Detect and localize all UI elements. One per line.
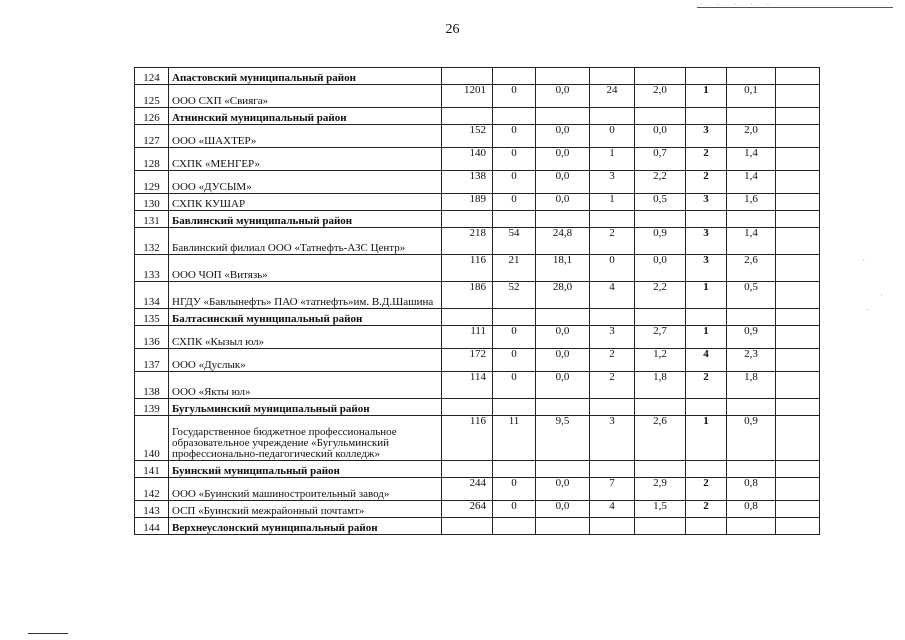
value-cell-3 [536,309,590,326]
row-number: 138 [135,372,169,399]
value-cell-5 [635,309,686,326]
value-cell-7: 1,4 [727,171,776,194]
value-cell-1 [442,68,493,85]
value-cell-2 [493,108,536,125]
empty-cell [776,171,820,194]
value-cell-4 [590,399,635,416]
empty-cell [776,282,820,309]
row-number: 135 [135,309,169,326]
organization-name: СХПК «МЕНГЕР» [169,148,442,171]
value-cell-1: 244 [442,478,493,501]
value-cell-4: 7 [590,478,635,501]
empty-cell [776,326,820,349]
district-name: Апастовский муниципальный район [169,68,442,85]
value-cell-2: 0 [493,125,536,148]
value-cell-4 [590,518,635,535]
organization-name: Бавлинский филиал ООО «Татнефть-АЗС Центр» [169,228,442,255]
organization-name: НГДУ «Бавлынефть» ПАО «татнефть»им. В.Д.Шашина [169,282,442,309]
value-cell-4: 0 [590,125,635,148]
value-cell-5: 2,7 [635,326,686,349]
value-cell-3: 0,0 [536,372,590,399]
value-cell-1: 152 [442,125,493,148]
district-row [135,68,820,85]
value-cell-3 [536,68,590,85]
value-cell-6 [686,309,727,326]
value-cell-3: 0,0 [536,125,590,148]
row-number: 131 [135,211,169,228]
value-cell-6: 1 [686,282,727,309]
value-cell-6: 2 [686,372,727,399]
value-cell-6 [686,399,727,416]
value-cell-7: 0,8 [727,478,776,501]
value-cell-5: 2,2 [635,282,686,309]
value-cell-7: 0,5 [727,282,776,309]
row-number: 134 [135,282,169,309]
value-cell-7: 1,6 [727,194,776,211]
value-cell-7 [727,461,776,478]
value-cell-1 [442,461,493,478]
value-cell-1: 172 [442,349,493,372]
value-cell-3: 0,0 [536,171,590,194]
value-cell-4 [590,309,635,326]
value-cell-3 [536,399,590,416]
table-row [135,372,820,399]
value-cell-3: 0,0 [536,349,590,372]
page-number: 26 [445,22,460,37]
value-cell-1: 218 [442,228,493,255]
row-number: 140 [135,416,169,461]
empty-cell [776,68,820,85]
value-cell-7: 2,6 [727,255,776,282]
value-cell-6: 1 [686,85,727,108]
value-cell-1: 116 [442,255,493,282]
value-cell-2 [493,461,536,478]
value-cell-2 [493,211,536,228]
value-cell-3 [536,518,590,535]
value-cell-7: 0,8 [727,501,776,518]
empty-cell [776,255,820,282]
value-cell-1 [442,211,493,228]
value-cell-5 [635,108,686,125]
value-cell-3 [536,461,590,478]
empty-cell [776,399,820,416]
value-cell-4 [590,211,635,228]
value-cell-5: 2,0 [635,85,686,108]
district-row [135,518,820,535]
empty-cell [776,349,820,372]
row-number: 126 [135,108,169,125]
value-cell-1: 138 [442,171,493,194]
empty-cell [776,194,820,211]
row-number: 124 [135,68,169,85]
value-cell-2: 0 [493,194,536,211]
value-cell-4: 1 [590,194,635,211]
value-cell-5 [635,518,686,535]
row-number: 137 [135,349,169,372]
empty-cell [776,85,820,108]
value-cell-7 [727,309,776,326]
value-cell-7: 0,9 [727,326,776,349]
value-cell-4: 1 [590,148,635,171]
value-cell-6: 4 [686,349,727,372]
row-number: 132 [135,228,169,255]
value-cell-6: 2 [686,501,727,518]
empty-cell [776,309,820,326]
value-cell-1 [442,309,493,326]
value-cell-6 [686,68,727,85]
organization-name: ООО СХП «Свияга» [169,85,442,108]
value-cell-4: 0 [590,255,635,282]
table-row [135,125,820,148]
value-cell-7 [727,518,776,535]
organization-name: СХПК КУШАР [169,194,442,211]
empty-cell [776,108,820,125]
footer-rule [28,633,68,634]
value-cell-3 [536,211,590,228]
table-row [135,416,820,461]
value-cell-6: 2 [686,171,727,194]
value-cell-6: 3 [686,125,727,148]
value-cell-7: 1,4 [727,228,776,255]
value-cell-5: 0,0 [635,125,686,148]
value-cell-4: 3 [590,416,635,461]
value-cell-2: 0 [493,372,536,399]
value-cell-4 [590,461,635,478]
organization-name: Государственное бюджетное профессиональное образовательное учреждение «Бугульминский профессионально-педагогический колледж» [169,416,442,461]
organization-name: ООО «Буинский машиностроительный завод» [169,478,442,501]
table-row [135,194,820,211]
empty-cell [776,148,820,171]
value-cell-1: 189 [442,194,493,211]
value-cell-4 [590,68,635,85]
value-cell-2: 11 [493,416,536,461]
value-cell-2: 0 [493,85,536,108]
value-cell-5: 1,5 [635,501,686,518]
value-cell-7: 1,8 [727,372,776,399]
value-cell-3: 0,0 [536,85,590,108]
row-number: 133 [135,255,169,282]
value-cell-5 [635,211,686,228]
value-cell-7 [727,108,776,125]
value-cell-3: 24,8 [536,228,590,255]
value-cell-1 [442,518,493,535]
header-rule [697,7,893,8]
row-number: 139 [135,399,169,416]
organization-name: ООО ЧОП «Витязь» [169,255,442,282]
row-number: 142 [135,478,169,501]
value-cell-4: 3 [590,171,635,194]
value-cell-5: 0,0 [635,255,686,282]
value-cell-2 [493,399,536,416]
value-cell-3 [536,108,590,125]
value-cell-6: 3 [686,228,727,255]
value-cell-3: 0,0 [536,194,590,211]
row-number: 136 [135,326,169,349]
district-name: Балтасинский муниципальный район [169,309,442,326]
empty-cell [776,461,820,478]
organization-name: ОСП «Буинский межрайонный почтамт» [169,501,442,518]
value-cell-6 [686,211,727,228]
value-cell-1: 1201 [442,85,493,108]
value-cell-5: 0,9 [635,228,686,255]
table-row [135,148,820,171]
district-row [135,108,820,125]
value-cell-3: 28,0 [536,282,590,309]
empty-cell [776,478,820,501]
district-row [135,309,820,326]
value-cell-1: 140 [442,148,493,171]
table-row [135,282,820,309]
value-cell-2: 54 [493,228,536,255]
row-number: 125 [135,85,169,108]
value-cell-2: 0 [493,171,536,194]
value-cell-6: 3 [686,194,727,211]
empty-cell [776,228,820,255]
row-number: 127 [135,125,169,148]
value-cell-4: 3 [590,326,635,349]
value-cell-7: 0,9 [727,416,776,461]
report-table [134,67,820,535]
value-cell-3: 0,0 [536,326,590,349]
empty-cell [776,125,820,148]
table-row [135,326,820,349]
table-row [135,171,820,194]
value-cell-2: 0 [493,349,536,372]
value-cell-5 [635,68,686,85]
value-cell-2: 0 [493,148,536,171]
organization-name: ООО «ДУСЫМ» [169,171,442,194]
value-cell-6: 2 [686,148,727,171]
value-cell-5: 1,2 [635,349,686,372]
value-cell-1: 111 [442,326,493,349]
empty-cell [776,211,820,228]
value-cell-7: 0,1 [727,85,776,108]
table-row [135,255,820,282]
value-cell-3: 0,0 [536,148,590,171]
value-cell-6 [686,108,727,125]
value-cell-3: 0,0 [536,478,590,501]
value-cell-4: 2 [590,349,635,372]
value-cell-7: 2,0 [727,125,776,148]
value-cell-1: 186 [442,282,493,309]
table-row [135,85,820,108]
empty-cell [776,372,820,399]
organization-name: ООО «Якты юл» [169,372,442,399]
value-cell-4: 4 [590,501,635,518]
value-cell-1: 114 [442,372,493,399]
row-number: 141 [135,461,169,478]
value-cell-5: 0,7 [635,148,686,171]
value-cell-2: 21 [493,255,536,282]
value-cell-2 [493,518,536,535]
value-cell-4: 24 [590,85,635,108]
table-row [135,478,820,501]
value-cell-5: 1,8 [635,372,686,399]
organization-name: СХПК «Кызыл юл» [169,326,442,349]
district-name: Буинский муниципальный район [169,461,442,478]
value-cell-4: 4 [590,282,635,309]
value-cell-4 [590,108,635,125]
value-cell-7 [727,399,776,416]
district-name: Верхнеуслонский муниципальный район [169,518,442,535]
table-row [135,501,820,518]
value-cell-7: 2,3 [727,349,776,372]
organization-name: ООО «Дуслык» [169,349,442,372]
value-cell-2: 0 [493,501,536,518]
value-cell-2 [493,309,536,326]
table-row [135,228,820,255]
empty-cell [776,416,820,461]
row-number: 143 [135,501,169,518]
value-cell-5: 0,5 [635,194,686,211]
district-name: Атнинский муниципальный район [169,108,442,125]
scan-speck: · [862,255,865,265]
value-cell-2: 52 [493,282,536,309]
value-cell-5 [635,399,686,416]
value-cell-5: 2,6 [635,416,686,461]
value-cell-6: 3 [686,255,727,282]
value-cell-7 [727,68,776,85]
value-cell-1 [442,108,493,125]
district-row [135,461,820,478]
scan-speck: · [866,305,869,315]
value-cell-2: 0 [493,478,536,501]
scan-speck: · [880,290,883,300]
row-number: 128 [135,148,169,171]
value-cell-7 [727,211,776,228]
value-cell-2: 0 [493,326,536,349]
value-cell-4: 2 [590,228,635,255]
header-dots: · · · · · [700,0,776,9]
district-row [135,211,820,228]
value-cell-3: 18,1 [536,255,590,282]
district-name: Бавлинский муниципальный район [169,211,442,228]
value-cell-5: 2,9 [635,478,686,501]
value-cell-6 [686,518,727,535]
organization-name: ООО «ШАХТЕР» [169,125,442,148]
value-cell-3: 0,0 [536,501,590,518]
value-cell-6: 2 [686,478,727,501]
value-cell-3: 9,5 [536,416,590,461]
value-cell-1: 116 [442,416,493,461]
empty-cell [776,501,820,518]
table-row [135,349,820,372]
value-cell-2 [493,68,536,85]
value-cell-5: 2,2 [635,171,686,194]
value-cell-1 [442,399,493,416]
value-cell-4: 2 [590,372,635,399]
empty-cell [776,518,820,535]
district-row [135,399,820,416]
value-cell-1: 264 [442,501,493,518]
district-name: Бугульминский муниципальный район [169,399,442,416]
value-cell-7: 1,4 [727,148,776,171]
value-cell-6 [686,461,727,478]
value-cell-5 [635,461,686,478]
value-cell-6: 1 [686,326,727,349]
row-number: 129 [135,171,169,194]
report-body [135,68,820,535]
row-number: 130 [135,194,169,211]
value-cell-6: 1 [686,416,727,461]
row-number: 144 [135,518,169,535]
